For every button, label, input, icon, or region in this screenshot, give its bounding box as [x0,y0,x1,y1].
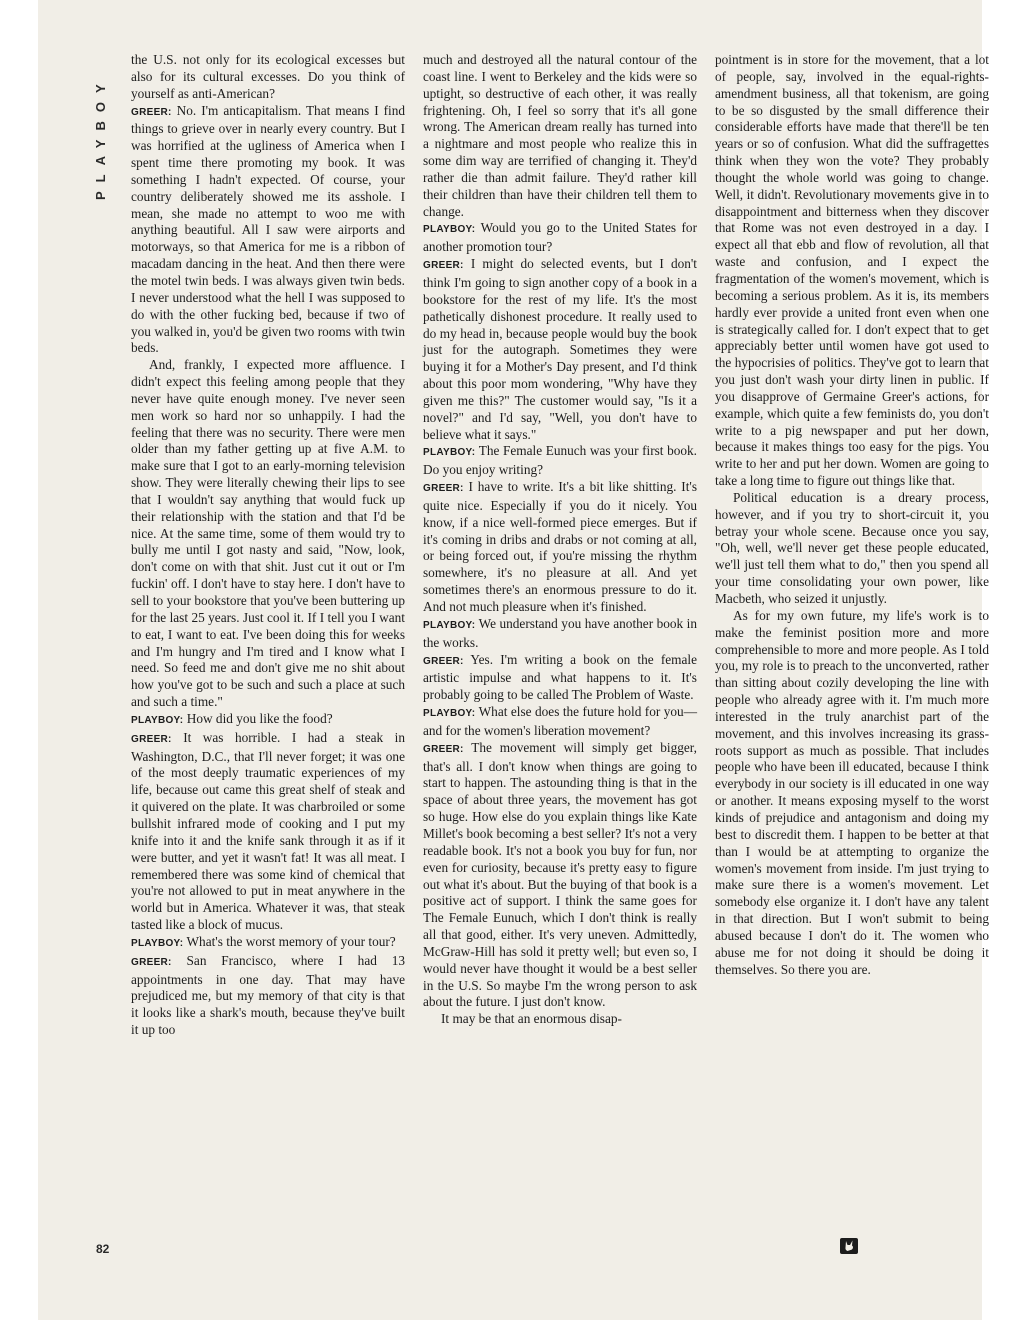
magazine-page [38,0,989,1320]
text-column-2 [423,52,697,1028]
paragraph-text: We understand you have another book in the works. [423,615,697,650]
speaker-label: PLAYBOY: [423,447,476,459]
paragraph-text: It may be that an enormous disap- [441,1011,622,1027]
paragraph-text: No. I'm anticapitalism. That means I find things to grieve over in nearly every country. But I was horrified at the ugliness of America when I spent time there promoting my book. It was something I hadn't expected. Of course, your country deliberately showed me its asshole. I mean, she made no attempt to woo me with anything beautiful. All I saw were airports and motorways, so that America for me is a ribbon of macadam dancing in the heat. And then there were the motel twin beds. I was always given twin beds. I never understood what the hell I was supposed to do with the other fucking bed, because if two of you walked in, you'd be given two rooms with twin beds. [131,102,405,356]
rabbit-head-end-icon [840,1238,858,1254]
paragraph [423,1011,697,1028]
paragraph [715,490,989,608]
speaker-label: PLAYBOY: [131,937,184,949]
paragraph [131,357,405,711]
paragraph [423,479,697,616]
paragraph-text: The movement will simply get bigger, that's all. I don't know when things are going to start to happen. The astounding thing is that in the space of about three years, the movement has got so huge. How else do you explain things like Kate Millet's book becoming a best seller? It's not a very readable book. It's not a book you buy for fun, nor even for curiosity, because it's pretty easy to figure out what it's about. But the buying of that book is a positive act of support. I think the same goes for The Female Eunuch, which I don't think is really all that good, either. It's very uneven. Admittedly, McGraw-Hill has sold it pretty well; but even so, I would never have thought it would be a best seller in the U.S. So maybe I'm the wrong person to ask about the future. I just don't know. [423,739,697,1010]
paragraph-text: It was horrible. I had a steak in Washington, D.C., that I'll never forget; it was one of the most deeply traumatic experiences of my life, because out came this great shelf of steak and it quivered on the plate. It was charbroiled or some bullshit infrared mode of cooking and I put my knife into it and the knife sank through it as if it were butter, and yet it wasn't fat! It was all meat. I remembered there was some kind of chemical that you're not allowed to put in meat anywhere in the world but in America. Whatever it was, that steak tasted like a block of mucus. [131,729,405,933]
paragraph [131,103,405,358]
paragraph [423,220,697,256]
paragraph-text: What else does the future hold for you—and for the women's liberation movement? [423,704,697,738]
paragraph [423,443,697,479]
speaker-label: PLAYBOY: [423,708,476,720]
paragraph-text: And, frankly, I expected more affluence. I didn't expect this feeling among people that they never have quite enough money. I've never seen men work so hard nor so unhappily. I had the feeling that there was no security. There were men older than my father getting up at five A.M. to make sure that I got to an early-morning television show. They were literally chewing their lips to see that I wouldn't say anything that would fuck up their relationship with the station and that I'd be nice. At the same time, some of them would try to bully me until I got nasty and said, "Now, look, don't come on with that shit. Just cut it out or I'm fuckin' off. I don't have to stay here. I don't have to sell to your bookstore that you've been buttering up for the last 25 years. Just cool it. If I tell you I want to eat, I want to eat. I've been doing this for weeks and I'm hungry and I'm tired and I know what I need. So feed me and don't give me no shit about how you've got to be such and such a place at such and such a time." [131,357,405,710]
paragraph [715,52,989,490]
paragraph-text: Would you go to the United States for another promotion tour? [423,220,697,255]
masthead: PLAYBOY [93,75,108,200]
speaker-label: GREER: [131,956,172,968]
speaker-label: GREER: [423,260,464,272]
speaker-label: GREER: [131,106,172,118]
paragraph-text: What's the worst memory of your tour? [183,933,396,949]
speaker-label: PLAYBOY: [423,224,476,236]
paragraph [715,608,989,979]
paragraph [131,934,405,953]
paragraph [131,711,405,730]
paragraph-text: Political education is a dreary process, however, and if you try to short-circuit it, you betray your whole scene. Because once you say, "Oh, well, we'll never get these people educated, we'll just tell them what to do," then you spend all your time consolidating your own power, like Macbeth, who seized it unjustly. [715,489,989,606]
speaker-label: GREER: [423,743,464,755]
speaker-label: PLAYBOY: [131,714,184,726]
paragraph [131,953,405,1039]
paragraph [423,740,697,1012]
paragraph [423,256,697,443]
paragraph [423,616,697,652]
paragraph-text: San Francisco, where I had 13 appointments in one day. That may have prejudiced me, but my memory of that city is that it looks like a shark's mouth, because they've built it up too [131,952,405,1038]
paragraph-text: As for my own future, my life's work is to make the feminist position more and more comprehensible to more and more people. As I told you, my role is to preach to the unconverted, rather than sitting about cozily developing the line with people who already agree with it. I'm much more interested in the truly anarchist part of the movement, and this involves increasing its grass-roots support as much as possible. That includes people who have been ill educated, because I think everybody in our society is ill educated in one way or another. It means exposing myself to the worst kinds of prejudice and antagonism and doing my best to discredit them. I happen to be better at that than I would be at attempting to organize the women's movement from inside. I'm just trying to make sure there is a women's movement. Let somebody else organize it. I don't have any talent in that direction. But I won't submit to being abused because I don't do it. The women who abuse me for not doing it should be doing it themselves. So there you are. [715,607,989,977]
paragraph-text: Yes. I'm writing a book on the female artistic impulse and what happens to it. It's probably going to be called The Problem of Waste. [423,651,697,703]
speaker-label: PLAYBOY: [423,619,476,631]
paragraph [423,52,697,220]
page-number: 82 [96,1242,110,1256]
paragraph [423,704,697,740]
paragraph [131,52,405,103]
speaker-label: GREER: [423,483,464,495]
paragraph [131,730,405,934]
paragraph-text: the U.S. not only for its ecological excesses but also for its cultural excesses. Do you think of yourself as anti-American? [131,52,405,101]
paragraph-text: much and destroyed all the natural contour of the coast line. I went to Berkeley and the kids were so uptight, so destructive of each other, it was really frightening. Oh, I feel so sorry that it's all gone wrong. The American dream really has turned into a nightmare and most people who realize this in some dim way are terrified of changing it. They'd rather die than admit failure. They'd rather kill their children than have their children tell them to change. [423,52,697,219]
paragraph-text: pointment is in store for the movement, that a lot of people, say, involved in the equal-rights-amendment business, all that tokenism, are going to be so disgusted by the small difference their considerable efforts have made that there'll be ten years or so of confusion. What did the suffragettes think when they won the vote? They probably thought the whole world was going to change. Well, it didn't. Revolutionary movements give in to disappointment and bitterness when they discover that Rome was not even destroyed in a day. I expect all that ebb and flow of revolution, all that waste and confusion, and I expect the fragmentation of the women's movement, which is becoming a serious problem. As it is, its members hardly ever provide a united front even when one is strategically called for. I don't expect that to get appreciably better until women have got used to the hypocrisies of politics. They've got to learn that you just don't wash your dirty linen in public. If you disapprove of Germaine Greer's actions, for example, which quite a few feminists do, you don't write to a pig newspaper and put her down, because it makes things too easy for the pigs. You write to her and put her down. Women are going to take a long time to figure out things like that. [715,52,989,489]
speaker-label: GREER: [131,733,172,745]
speaker-label: GREER: [423,655,464,667]
rabbit-head-icon [840,1238,858,1254]
paragraph-text: How did you like the food? [183,710,333,726]
paragraph-text: The Female Eunuch was your first book. Do you enjoy writing? [423,443,697,478]
text-column-1 [131,52,405,1039]
text-column-3 [715,52,989,978]
paragraph-text: I might do selected events, but I don't think I'm going to sign another copy of a book in a bookstore for the rest of my life. It's the most pathetically dishonest procedure. It really used to do my head in, because people would buy the book just for the autograph. Sometimes they were buying it for a Mother's Day present, and I'd think about this poor mom wondering, "Why have they given me this?" The customer would say, "Is it a novel?" and I'd say, "Well, you don't have to believe what it says." [423,256,697,442]
paragraph [423,652,697,705]
paragraph-text: I have to write. It's a bit like shitting. It's quite nice. Especially if you do it nicely. You know, if a nice well-formed piece emerges. But if it's coming in dribs and drabs or not coming at all, or being forced out, if you're missing the rhythm somewhere, it's no pleasure at all. And yet sometimes there's an enormous pressure to do it. And not much pleasure when it's finished. [423,479,697,614]
